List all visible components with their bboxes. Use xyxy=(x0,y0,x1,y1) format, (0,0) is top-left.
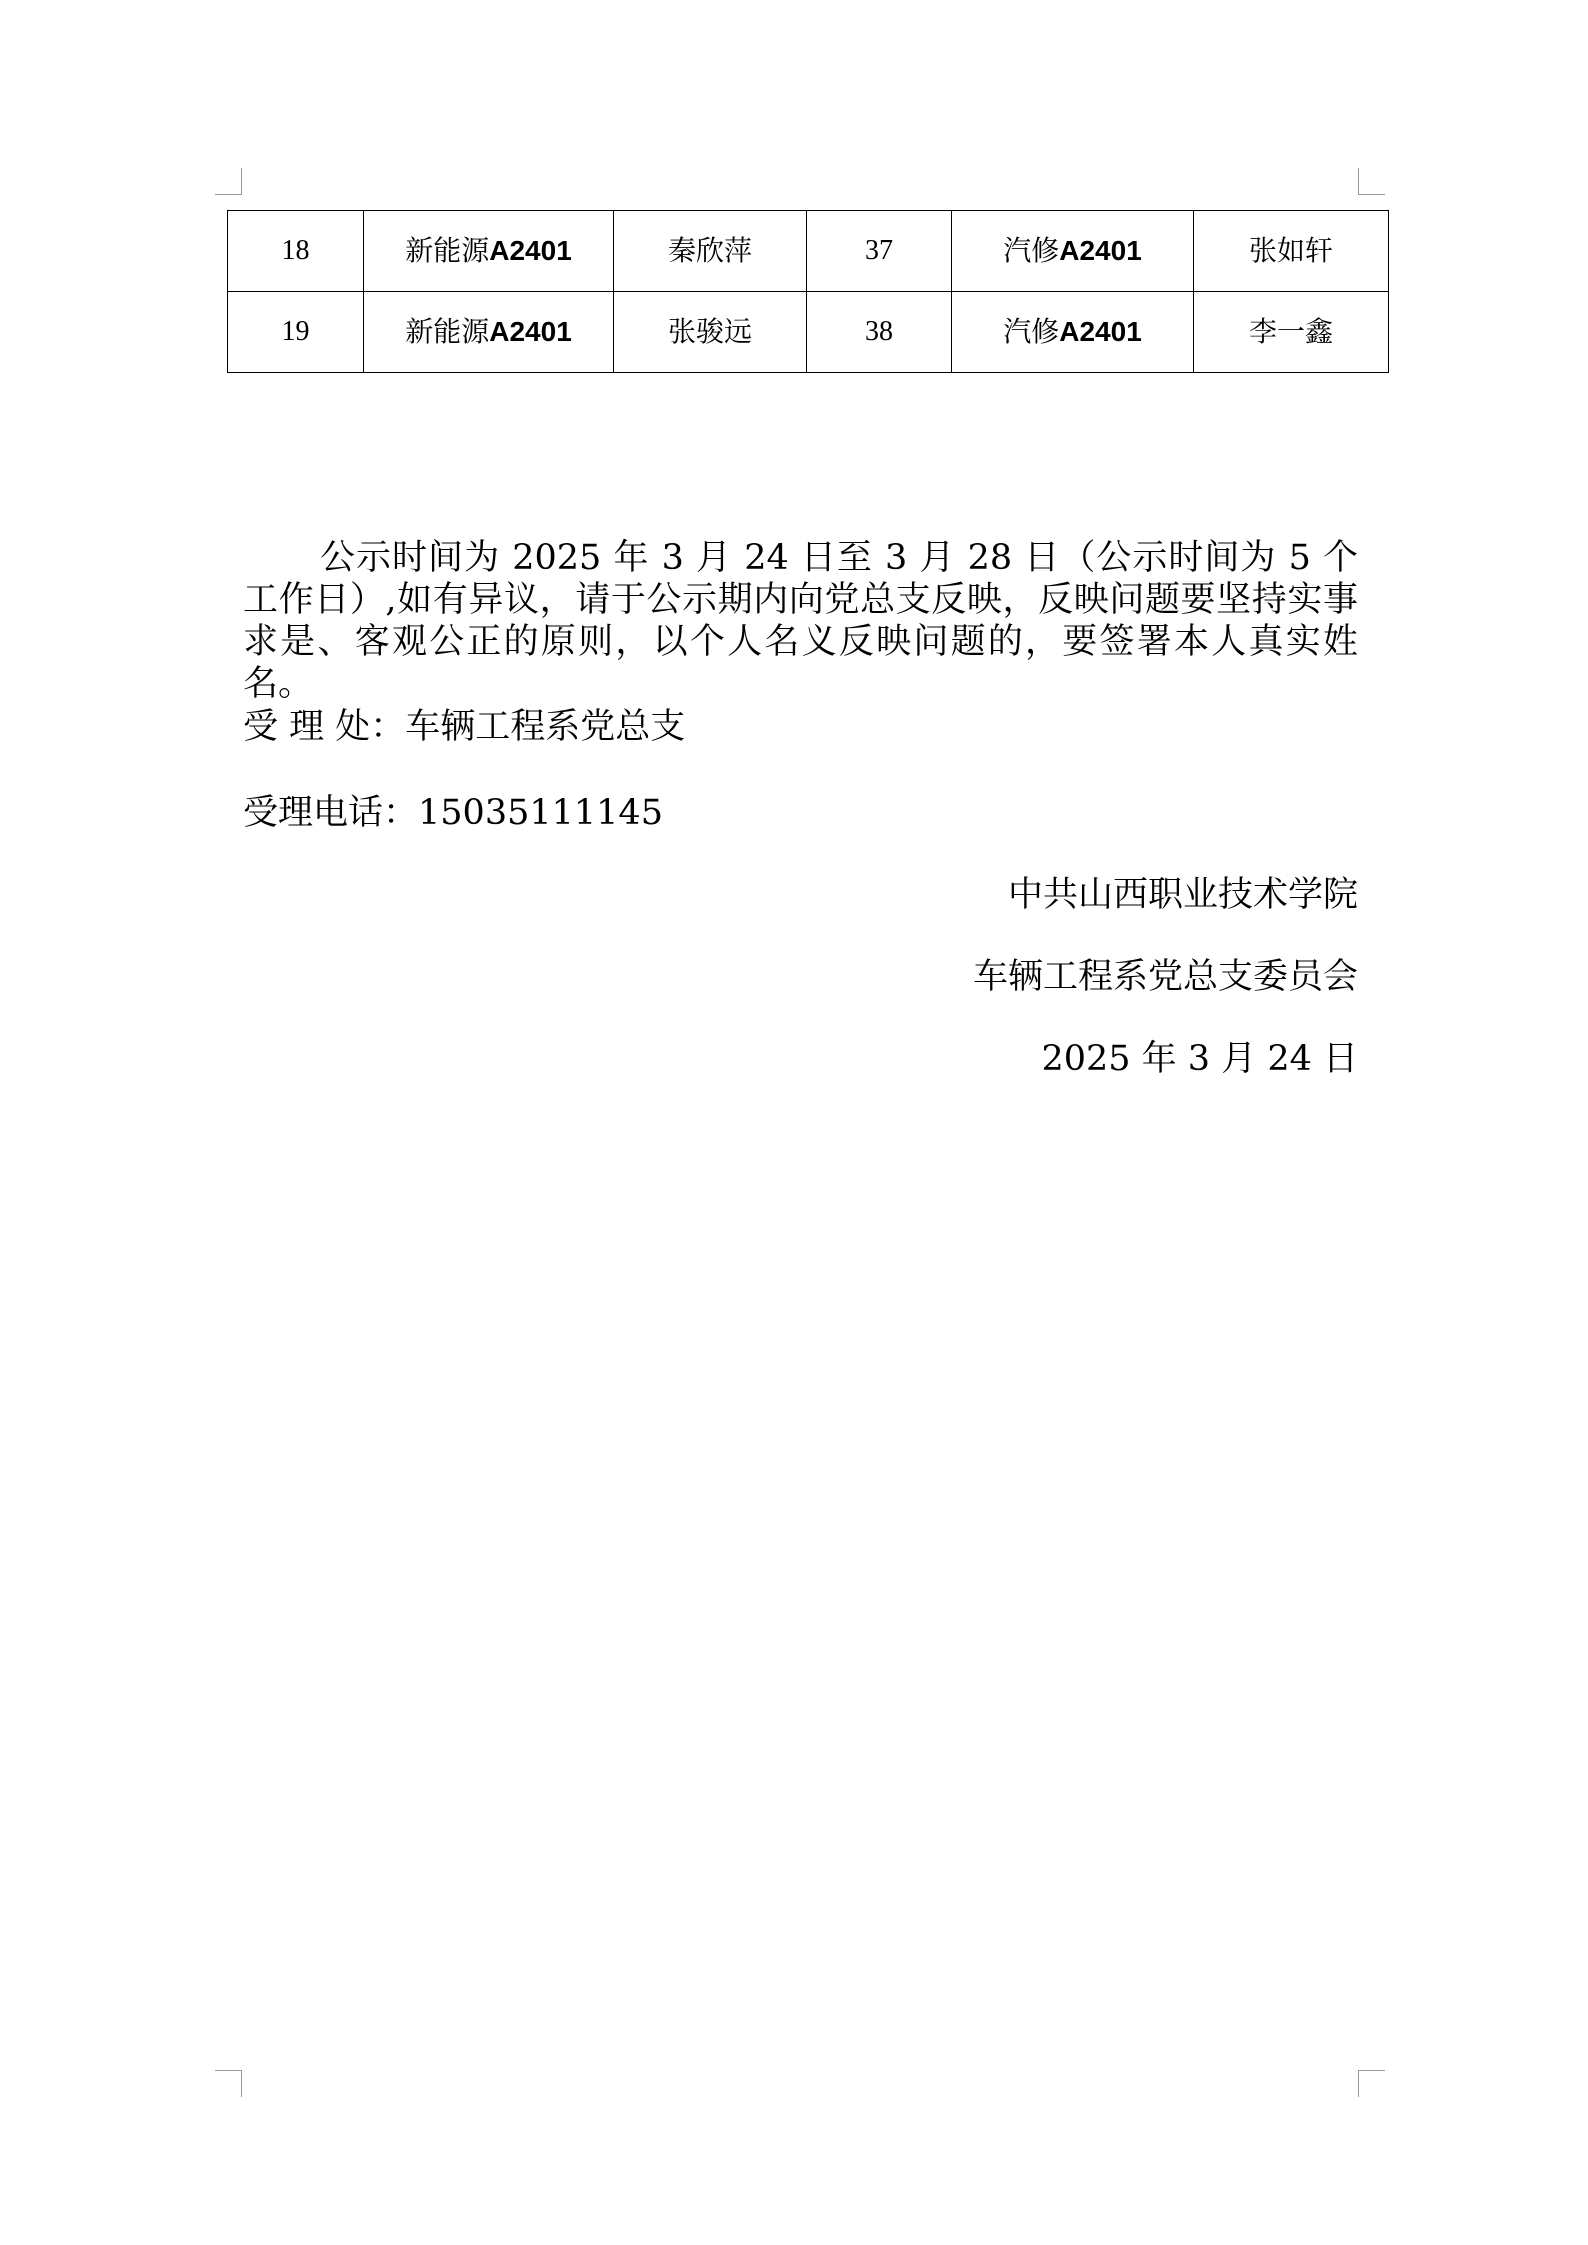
phone-value: 15035111145 xyxy=(418,793,663,833)
student-name: 张如轩 xyxy=(1194,211,1389,292)
phone-label: 受理电话： xyxy=(243,793,419,833)
table-row xyxy=(228,211,1389,292)
class-major: 汽修 xyxy=(1003,316,1060,347)
phone-line xyxy=(243,792,663,834)
signature-committee: 车辆工程系党总支委员会 xyxy=(972,957,1358,997)
crop-mark-top-left xyxy=(215,168,242,195)
class-major: 汽修 xyxy=(1003,235,1060,266)
class-cell xyxy=(364,292,614,373)
class-code: A2401 xyxy=(489,316,572,347)
signature-org: 中共山西职业技术学院 xyxy=(1007,875,1358,915)
office-value: 车辆工程系党总支 xyxy=(405,707,686,747)
crop-mark-bottom-right xyxy=(1358,2070,1385,2097)
class-cell xyxy=(364,211,614,292)
class-cell xyxy=(952,211,1194,292)
student-name: 秦欣萍 xyxy=(614,211,807,292)
row-number: 19 xyxy=(228,292,364,373)
signature-date: 2025 年 3 月 24 日 xyxy=(1041,1039,1358,1079)
table-row xyxy=(228,292,1389,373)
class-cell xyxy=(952,292,1194,373)
class-code: A2401 xyxy=(1059,235,1142,266)
class-major: 新能源 xyxy=(405,235,490,266)
class-code: A2401 xyxy=(489,235,572,266)
crop-mark-top-right xyxy=(1358,168,1385,195)
office-label: 受 理 处： xyxy=(243,707,406,747)
student-roster-table xyxy=(227,210,1389,373)
student-name: 张骏远 xyxy=(614,292,807,373)
class-code: A2401 xyxy=(1059,316,1142,347)
student-name: 李一鑫 xyxy=(1194,292,1389,373)
row-number: 38 xyxy=(807,292,952,373)
crop-mark-bottom-left xyxy=(215,2070,242,2097)
notice-paragraph: 公示时间为 2025 年 3 月 24 日至 3 月 28 日（公示时间为 5 个工作日）,如有异议，请于公示期内向党总支反映，反映问题要坚持实事求是、客观公正的原则，以个人名义反映问题的，要签署本人真实姓名。 xyxy=(243,538,1358,704)
class-major: 新能源 xyxy=(405,316,490,347)
office-line xyxy=(243,706,685,748)
row-number: 18 xyxy=(228,211,364,292)
row-number: 37 xyxy=(807,211,952,292)
